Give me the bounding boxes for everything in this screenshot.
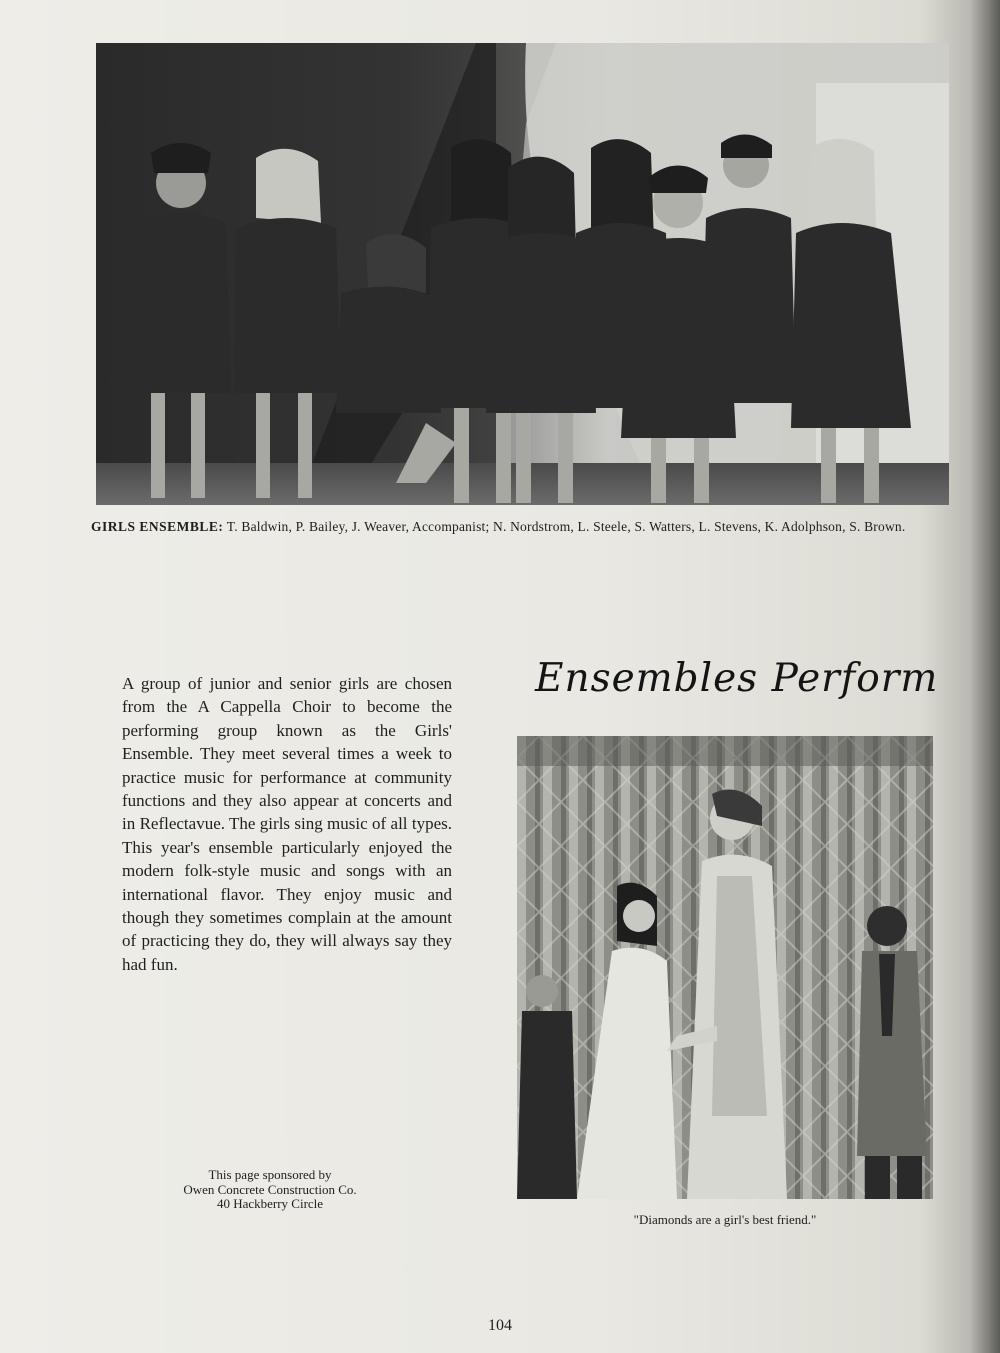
sponsor-credit [150, 1168, 390, 1212]
stage-photo-caption: "Diamonds are a girl's best friend." [633, 1212, 817, 1227]
caption-names: T. Baldwin, P. Bailey, J. Weaver, Accompanist; N. Nordstrom, L. Steele, S. Watters, L. Stevens, K. Adolphson, S. Brown. [226, 519, 906, 534]
stage-performance-photo-graphic [517, 736, 933, 1199]
girls-ensemble-photo-graphic [96, 43, 949, 505]
sponsor-line-2: Owen Concrete Construction Co. [183, 1181, 357, 1197]
stage-performance-photo [517, 736, 933, 1199]
girls-ensemble-caption [91, 518, 951, 535]
article-body: A group of junior and senior girls are chosen from the A Cappella Choir to become the performing group known as the Girls' Ensemble. They meet several times a week to practice music for performance at community functions and they also appear at concerts and in Reflectavue. The girls sing music of all types. This year's ensemble particularly enjoyed the modern folk-style music and songs with an international flavor. They enjoy music and though they sometimes complain at the amount of practicing they do, they will always say they had fun. [122, 674, 452, 974]
page-number: 104 [488, 1317, 512, 1334]
spine-shadow [970, 0, 1000, 1353]
page-title: Ensembles Perform [535, 656, 939, 701]
sponsor-line-1: This page sponsored by [208, 1167, 332, 1182]
sponsor-line-3: 40 Hackberry Circle [216, 1196, 324, 1211]
girls-ensemble-photo [96, 43, 949, 505]
caption-lead: GIRLS ENSEMBLE: [91, 519, 224, 534]
